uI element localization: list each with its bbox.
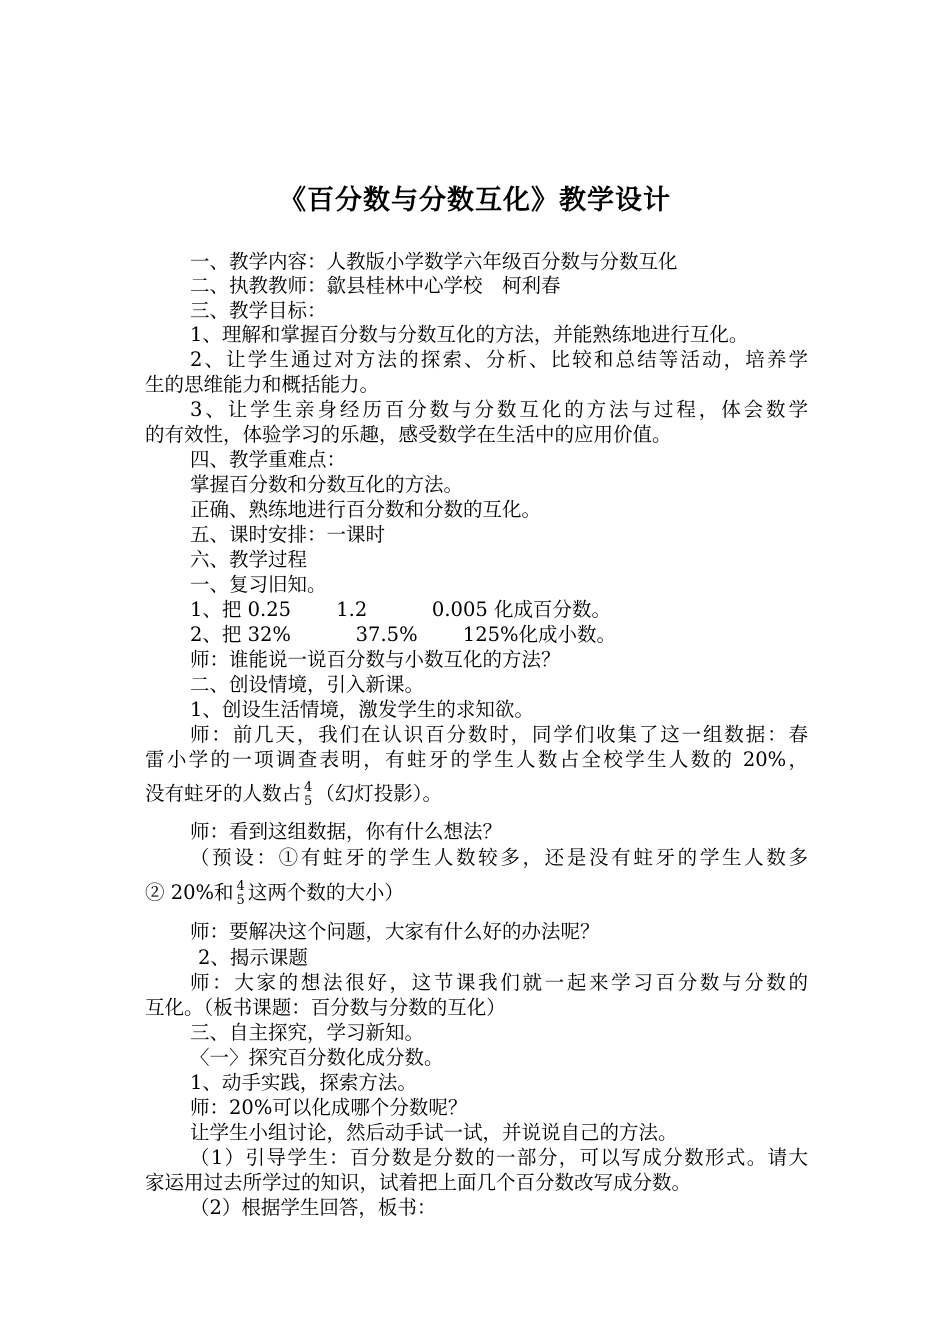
text-line: 二、执教教师：歙县桂林中心学校 柯利春 [190, 274, 561, 297]
text-line: 2、揭示课题 [198, 946, 308, 969]
fraction-denominator: 5 [304, 793, 313, 809]
text-line-with-fraction [145, 772, 442, 816]
text-line: 五、课时安排：一课时 [190, 523, 386, 546]
text-line: 师：谁能说一说百分数与小数互化的方法？ [190, 648, 561, 671]
text-line: 四、教学重难点： [190, 448, 347, 471]
text-line: 二、创设情境，引入新课。 [190, 673, 425, 696]
text-line: 师：看到这组数据，你有什么想法？ [190, 820, 503, 843]
text-segment: ② 20%和 [145, 881, 234, 904]
text-line: 六、教学过程 [190, 548, 308, 571]
text-line: 师：要解决这个问题，大家有什么好的办法呢？ [190, 920, 600, 943]
text-line-with-fraction [145, 871, 404, 915]
text-segment: 这两个数的大小） [247, 881, 404, 904]
text-line: 2、把 32% 37.5% 125%化成小数。 [190, 623, 617, 646]
text-line: 1、动手实践，探索方法。 [190, 1071, 417, 1094]
text-line: 互化。（板书课题：百分数与分数的互化） [145, 996, 506, 1019]
text-line: 〈一〉探究百分数化成分数。 [190, 1046, 444, 1069]
fraction-numerator: 4 [304, 779, 313, 795]
text-line: 生的思维能力和概括能力。 [145, 373, 380, 396]
fraction [236, 880, 246, 908]
text-line: （1）引导学生：百分数是分数的一部分，可以写成分数形式。请大 [190, 1146, 808, 1169]
text-line: 正确、熟练地进行百分数和分数的互化。 [190, 498, 542, 521]
text-line: 1、创设生活情境，激发学生的求知欲。 [190, 698, 534, 721]
fraction-denominator: 5 [236, 892, 245, 908]
text-line: 家运用过去所学过的知识，试着把上面几个百分数改写成分数。 [145, 1171, 692, 1194]
text-line: 2、让学生通过对方法的探索、分析、比较和总结等活动，培养学 [190, 348, 808, 371]
text-line: 一、教学内容：人教版小学数学六年级百分数与分数互化 [190, 250, 678, 273]
text-line: （预设：①有蛀牙的学生人数较多，还是没有蛀牙的学生人数多 [190, 846, 808, 869]
text-line: 1、把 0.25 1.2 0.005 化成百分数。 [190, 598, 611, 621]
text-line: 1、理解和掌握百分数与分数互化的方法，并能熟练地进行互化。 [190, 323, 749, 346]
text-line: 师：前几天，我们在认识百分数时，同学们收集了这一组数据：春 [190, 723, 808, 746]
document-title: 《百分数与分数互化》教学设计 [279, 185, 671, 216]
text-segment: 没有蛀牙的人数占 [145, 782, 302, 805]
text-line: 让学生小组讨论，然后动手试一试，并说说自己的方法。 [190, 1121, 678, 1144]
text-line: 的有效性，体验学习的乐趣，感受数学在生活中的应用价值。 [145, 423, 672, 446]
text-line: 3、让学生亲身经历百分数与分数互化的方法与过程，体会数学 [190, 398, 808, 421]
text-line: 三、教学目标： [190, 299, 327, 322]
text-line: 师：20%可以化成哪个分数呢？ [190, 1096, 468, 1119]
text-line: 三、自主探究，学习新知。 [190, 1021, 425, 1044]
text-segment: （幻灯投影）。 [315, 782, 443, 805]
text-line: 师：大家的想法很好，这节课我们就一起来学习百分数与分数的 [190, 971, 808, 994]
text-line: 一、复习旧知。 [190, 573, 327, 596]
fraction [303, 781, 313, 809]
text-line: 雷小学的一项调查表明，有蛀牙的学生人数占全校学生人数的 20%， [145, 748, 808, 771]
text-line: 掌握百分数和分数互化的方法。 [190, 473, 464, 496]
text-line: （2）根据学生回答，板书： [190, 1196, 437, 1219]
fraction-numerator: 4 [236, 878, 245, 894]
